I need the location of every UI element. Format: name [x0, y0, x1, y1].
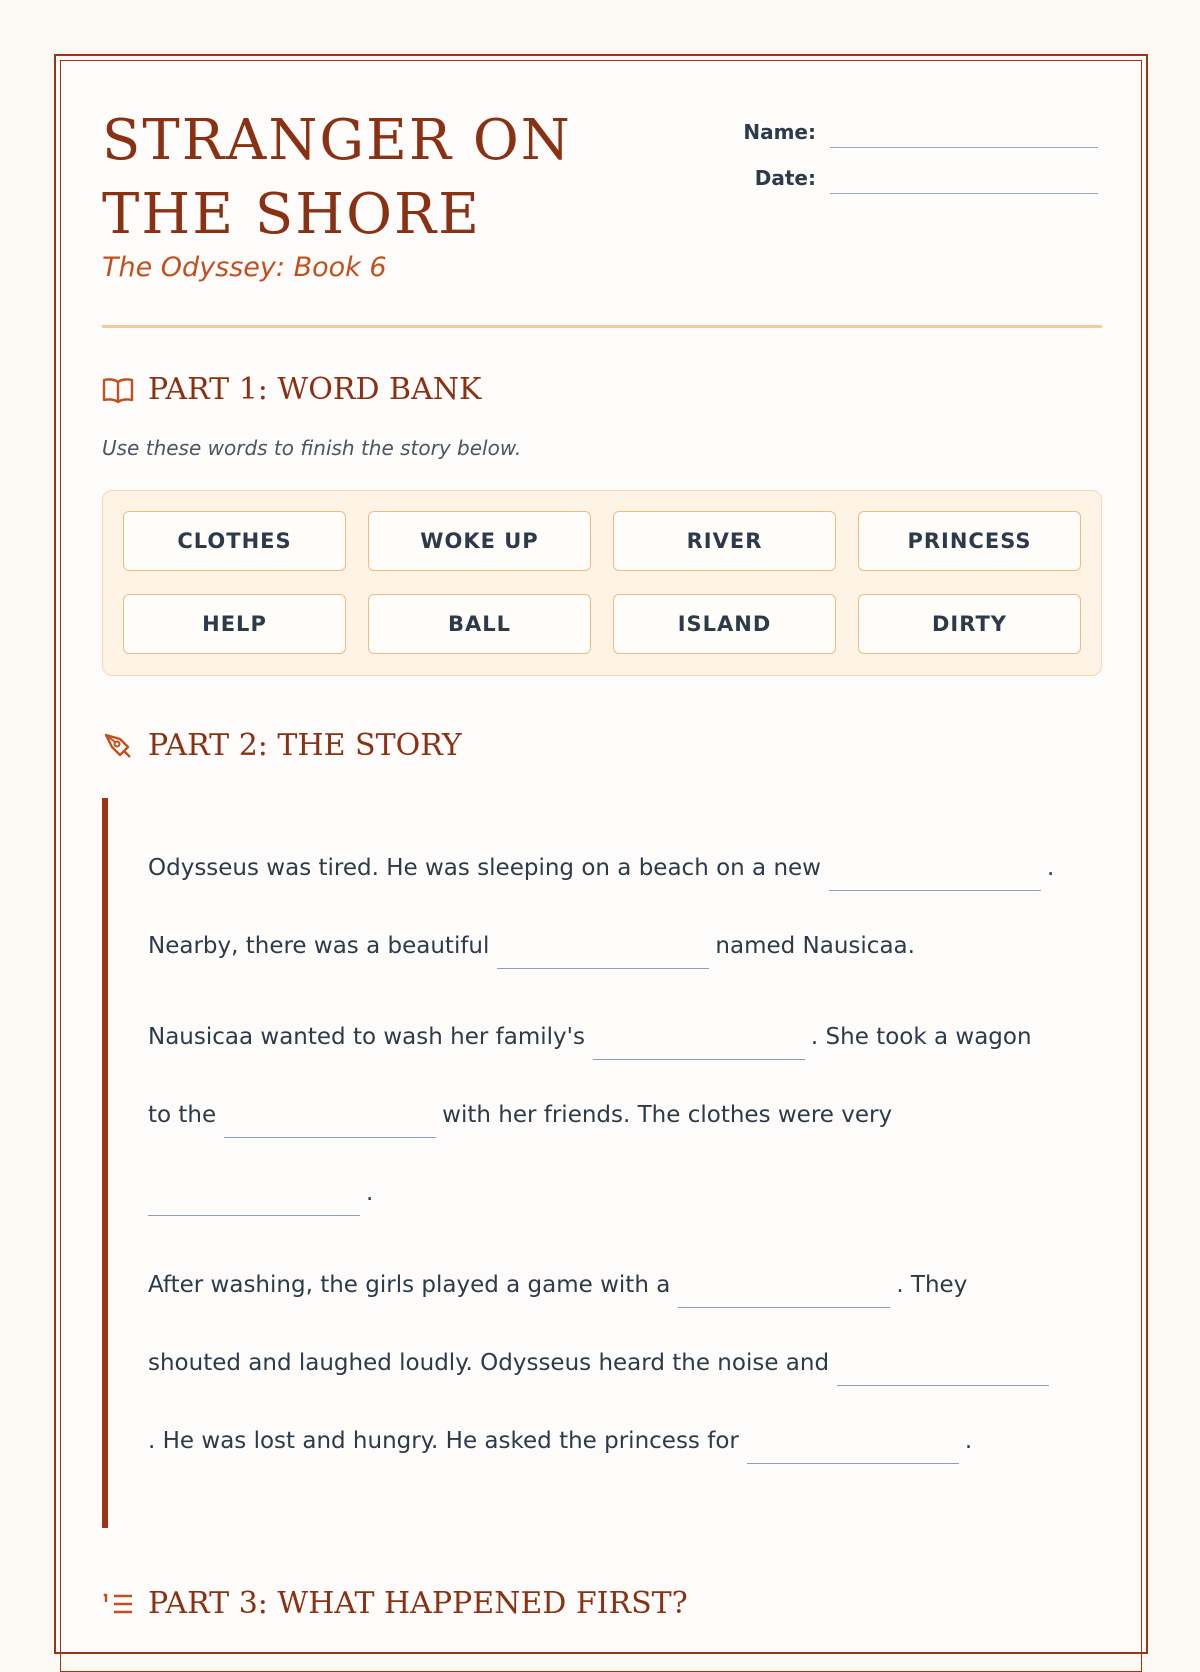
story-text: Nausicaa wanted to wash her family's: [148, 1024, 585, 1050]
story-line: [148, 1019, 1032, 1050]
part2-heading: [102, 728, 462, 763]
part2-heading-text: PART 2: THE STORY: [148, 728, 462, 763]
story-text: .: [366, 1180, 374, 1206]
story-text: . She took a wagon: [810, 1024, 1032, 1050]
part1-instructions: Use these words to finish the story below.: [102, 436, 522, 460]
story-text: named Nausicaa.: [715, 933, 915, 959]
answer-blank[interactable]: [148, 1185, 360, 1216]
story-text: . They: [896, 1272, 968, 1298]
worksheet-title: STRANGER ON THE SHORE: [102, 108, 572, 247]
pen-nib-icon: [102, 731, 134, 761]
answer-blank[interactable]: [829, 860, 1041, 891]
story-text: with her friends. The clothes were very: [442, 1102, 893, 1128]
part3-heading: [102, 1586, 688, 1621]
story-line: [148, 1423, 972, 1454]
story-text: .: [964, 1428, 973, 1454]
word-bank: [102, 490, 1102, 676]
answer-blank[interactable]: [678, 1277, 890, 1308]
date-label: Date:: [754, 166, 816, 190]
word-chip[interactable]: DIRTY: [858, 594, 1081, 654]
story-text: shouted and laughed loudly. Odysseus heard the noise and: [148, 1350, 830, 1376]
header-divider: [102, 325, 1102, 328]
answer-blank[interactable]: [497, 938, 709, 969]
word-chip[interactable]: WOKE UP: [368, 511, 591, 571]
word-chip[interactable]: CLOTHES: [123, 511, 346, 571]
part1-heading-text: PART 1: WORD BANK: [148, 372, 482, 407]
name-field[interactable]: [830, 119, 1098, 148]
part1-heading: [102, 372, 481, 407]
word-chip[interactable]: HELP: [123, 594, 346, 654]
story-line: [148, 1097, 892, 1128]
answer-blank[interactable]: [837, 1355, 1049, 1386]
name-label: Name:: [743, 120, 816, 144]
answer-blank[interactable]: [224, 1107, 436, 1138]
book-icon: [102, 376, 134, 404]
story-line: [148, 1267, 967, 1298]
story-text: .: [1047, 855, 1055, 881]
answer-blank[interactable]: [747, 1433, 959, 1464]
name-row: [738, 102, 1098, 148]
part3-heading-text: PART 3: WHAT HAPPENED FIRST?: [148, 1586, 688, 1621]
list-order-icon: [102, 1590, 134, 1618]
word-chip[interactable]: BALL: [368, 594, 591, 654]
story-line: [148, 850, 1054, 881]
answer-blank[interactable]: [593, 1029, 805, 1060]
word-chip[interactable]: PRINCESS: [858, 511, 1081, 571]
story-box: [102, 798, 1102, 1528]
story-line: [148, 1345, 1055, 1376]
story-text: to the: [148, 1102, 217, 1128]
worksheet-subtitle: The Odyssey: Book 6: [102, 252, 387, 283]
story-text: After washing, the girls played a game with a: [148, 1272, 671, 1298]
student-info: [738, 102, 1098, 194]
story-text: . He was lost and hungry. He asked the princess for: [148, 1428, 739, 1454]
worksheet-frame: [54, 54, 1148, 1654]
date-field[interactable]: [830, 165, 1098, 194]
story-text: Odysseus was tired. He was sleeping on a beach on a new: [148, 855, 821, 881]
word-chip[interactable]: RIVER: [613, 511, 836, 571]
date-row: [738, 148, 1098, 194]
story-line: [148, 1175, 373, 1206]
story-text: Nearby, there was a beautiful: [148, 933, 490, 959]
story-line: [148, 928, 915, 959]
word-chip[interactable]: ISLAND: [613, 594, 836, 654]
